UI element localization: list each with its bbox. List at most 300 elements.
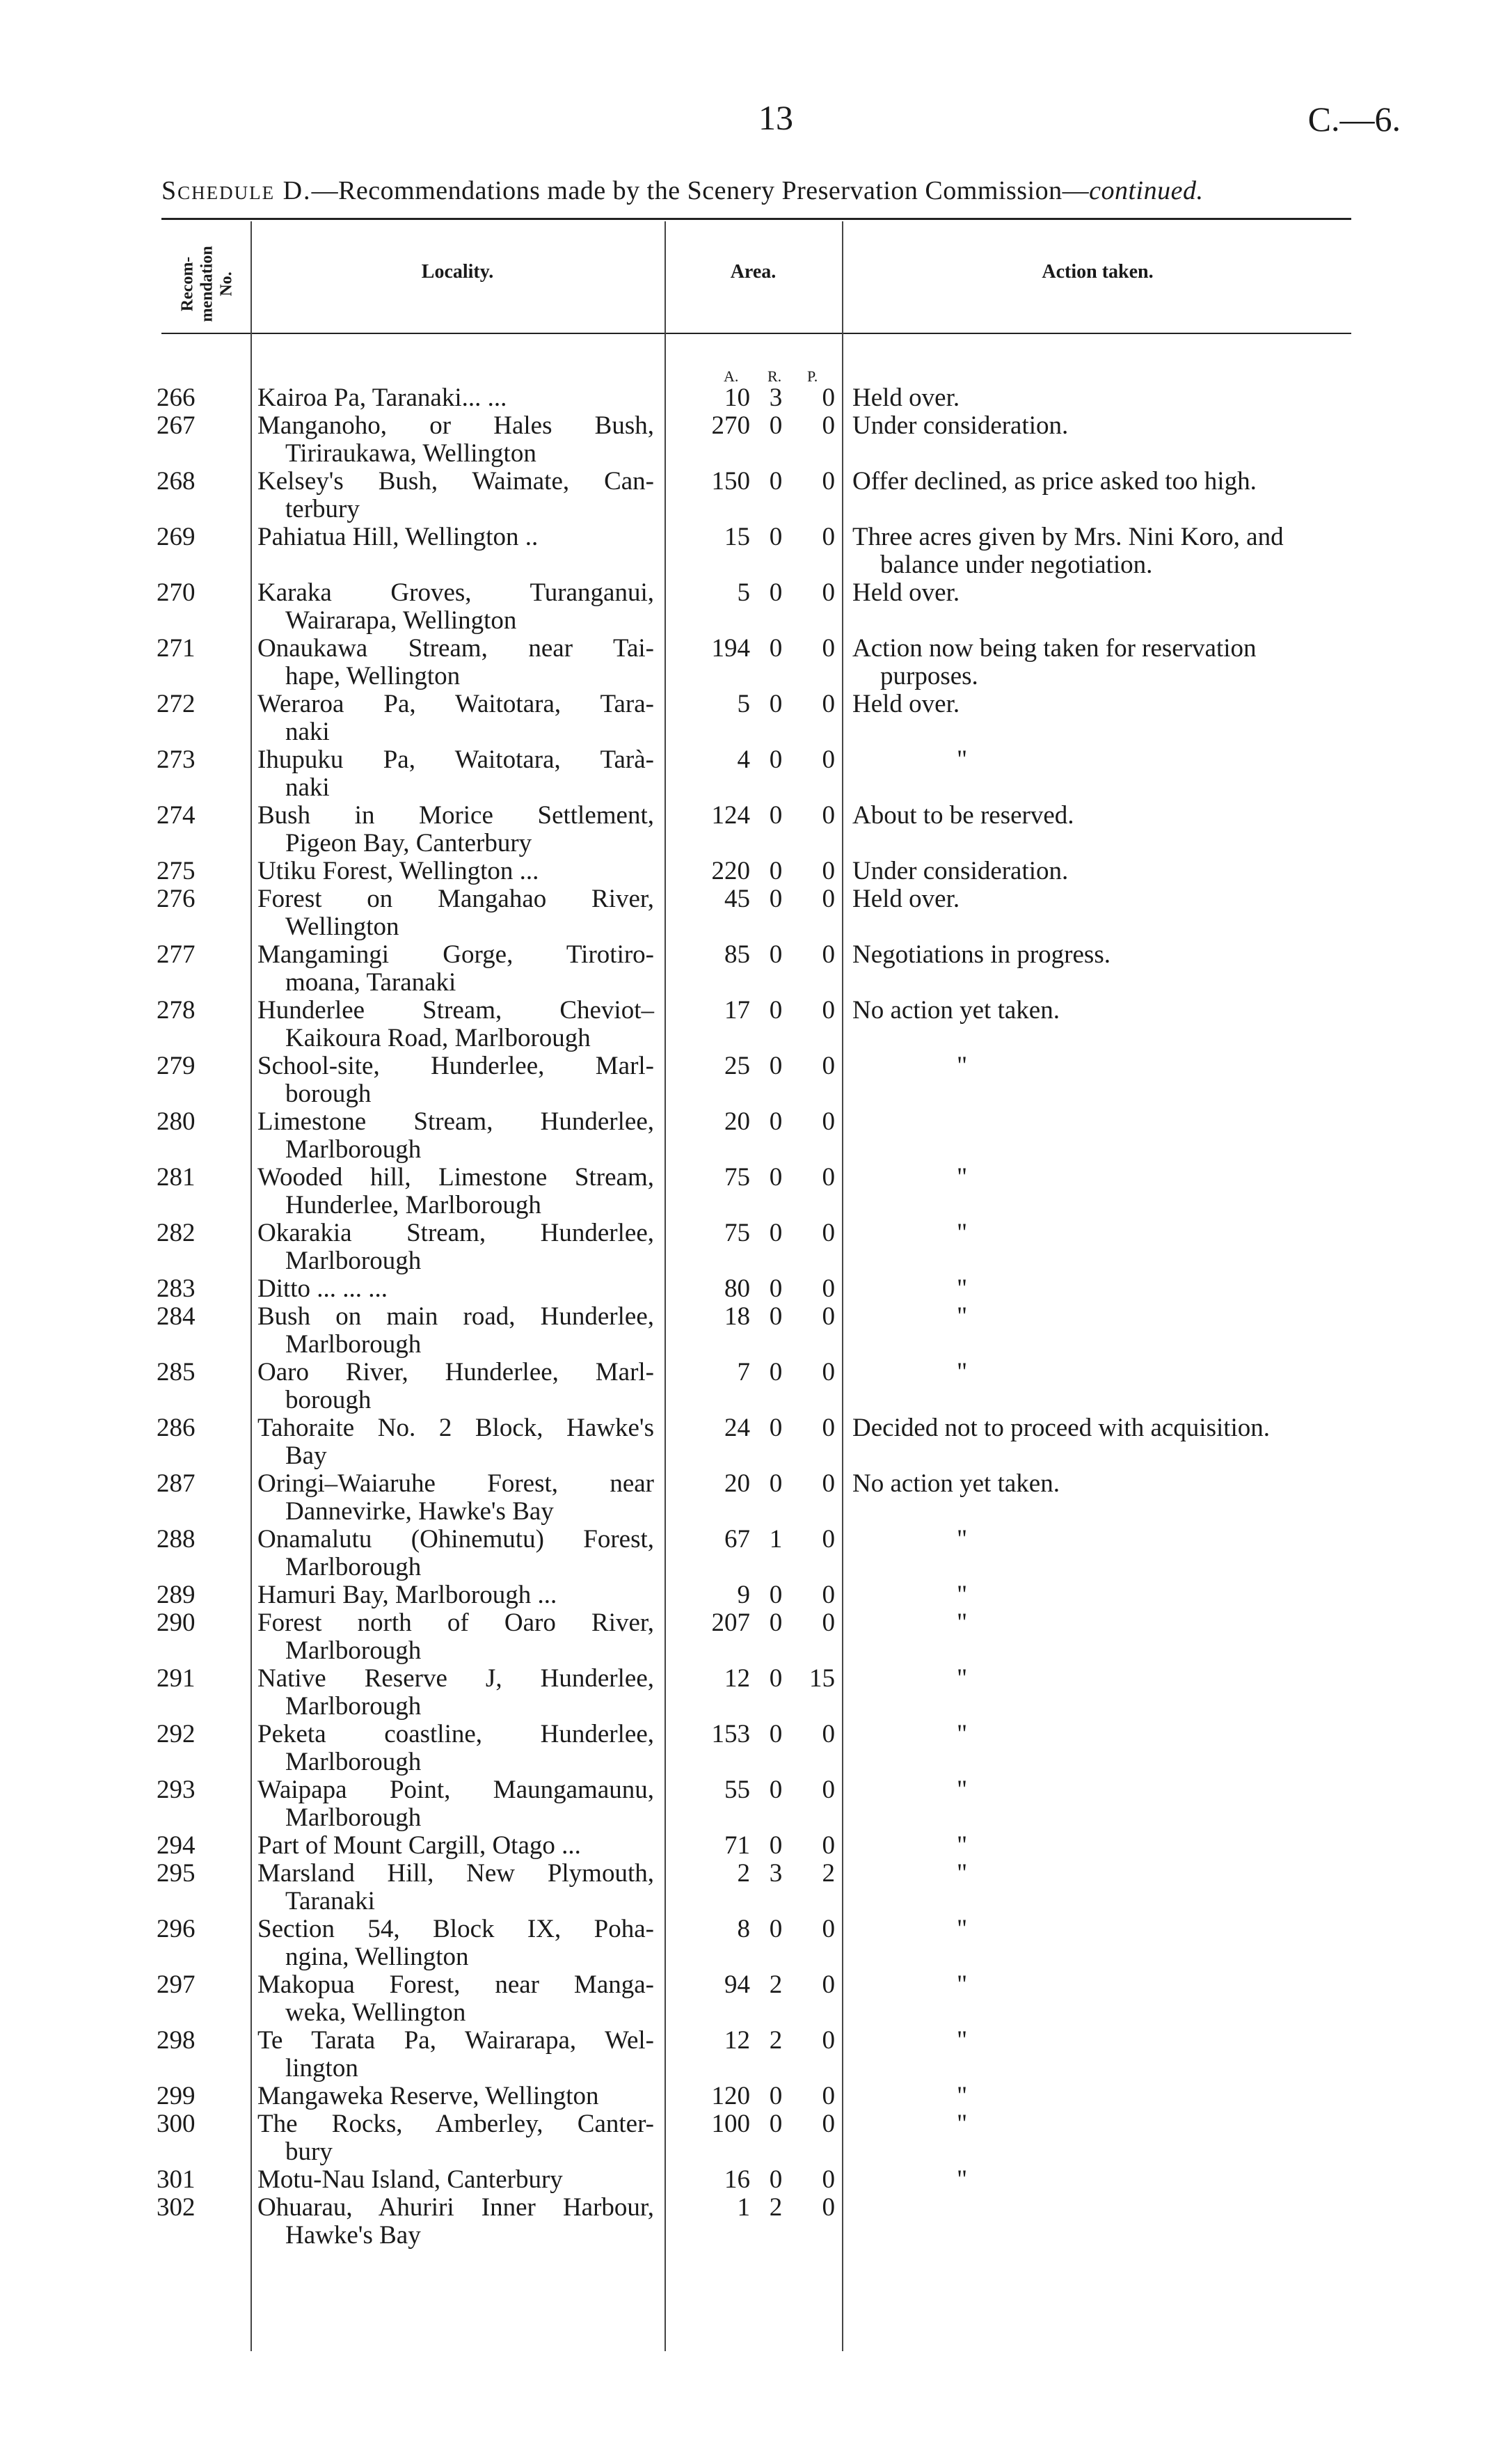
locality-cell: [257, 1721, 654, 1776]
area-acres: 16: [724, 2165, 750, 2194]
locality-line: Taranaki: [285, 1887, 375, 1915]
locality-line: Bush in Morice Settlement,: [257, 801, 654, 830]
area-perches: 0: [822, 2110, 835, 2138]
locality-line: Bay: [285, 1441, 327, 1470]
action-line: Under consideration.: [852, 411, 1069, 440]
action-line: Decided not to proceed with acquisition.: [852, 1414, 1271, 1442]
locality-line: Part of Mount Cargill, Otago ...: [257, 1831, 581, 1860]
locality-cell: [257, 1414, 654, 1470]
locality-cell: [257, 2082, 654, 2110]
locality-cell: [257, 941, 654, 997]
document-reference: C.—6.: [1307, 100, 1401, 139]
action-cell: [852, 858, 1388, 885]
locality-cell: [257, 746, 654, 802]
area-perches: 0: [822, 1581, 835, 1609]
area-roods: 0: [769, 578, 783, 607]
action-cell: [957, 1219, 1493, 1247]
area-roods: 2: [769, 2193, 783, 2222]
area-roods: 0: [769, 1915, 783, 1943]
action-line: Under consideration.: [852, 857, 1069, 885]
locality-cell: [257, 2194, 654, 2250]
locality-line: Ihupuku Pa, Waitotara, Tarà-: [257, 745, 654, 774]
ditto-mark: ": [957, 1664, 968, 1693]
locality-line: Tahoraite No. 2 Block, Hawke's: [257, 1414, 654, 1442]
locality-line: Hawke's Bay: [285, 2221, 421, 2250]
locality-line: moana, Taranaki: [285, 968, 456, 997]
locality-cell: [257, 1359, 654, 1414]
locality-cell: [257, 2110, 654, 2166]
recommendation-number: 269: [157, 523, 196, 551]
locality-line: weka, Wellington: [285, 1998, 466, 2027]
area-roods: 0: [769, 1664, 783, 1693]
locality-line: Okarakia Stream, Hunderlee,: [257, 1219, 654, 1247]
recommendation-number: 279: [157, 1052, 196, 1080]
column-header-area: Area.: [730, 261, 777, 283]
action-cell: [852, 1414, 1388, 1442]
action-line: Held over.: [852, 885, 960, 913]
area-perches: 0: [822, 940, 835, 969]
locality-line: Marlborough: [285, 1553, 422, 1581]
area-acres: 7: [737, 1358, 750, 1386]
area-acres: 220: [711, 857, 750, 885]
locality-line: Marlborough: [285, 1748, 422, 1776]
area-acres: 5: [737, 578, 750, 607]
area-perches: 0: [822, 1776, 835, 1804]
recommendation-number: 290: [157, 1609, 196, 1637]
locality-line: Wairarapa, Wellington: [285, 606, 517, 635]
recommendation-number: 268: [157, 467, 196, 496]
table-top-rule: [161, 218, 1351, 220]
recommendation-number: 281: [157, 1163, 196, 1192]
schedule-label: Schedule D.: [161, 176, 312, 205]
action-cell: [852, 523, 1388, 579]
locality-line: borough: [285, 1080, 372, 1108]
area-roods: 0: [769, 690, 783, 718]
locality-line: Utiku Forest, Wellington ...: [257, 857, 539, 885]
recommendation-number: 280: [157, 1107, 196, 1136]
ditto-mark: ": [957, 1915, 968, 1943]
locality-cell: [257, 802, 654, 858]
area-acres: 67: [724, 1525, 750, 1554]
table-header-rule: [161, 333, 1351, 334]
area-perches: 0: [822, 2026, 835, 2055]
area-roods: 0: [769, 1581, 783, 1609]
area-acres: 25: [724, 1052, 750, 1080]
recommendation-number: 273: [157, 745, 196, 774]
recommendation-number: 292: [157, 1720, 196, 1748]
locality-line: naki: [285, 773, 330, 802]
locality-cell: [257, 1860, 654, 1915]
area-acres: 9: [737, 1581, 750, 1609]
area-roods: 0: [769, 885, 783, 913]
recommendation-number: 277: [157, 940, 196, 969]
area-roods: 0: [769, 1163, 783, 1192]
area-acres: 71: [724, 1831, 750, 1860]
locality-line: The Rocks, Amberley, Canter-: [257, 2110, 654, 2138]
area-roods: 1: [769, 1525, 783, 1554]
area-roods: 0: [769, 940, 783, 969]
locality-line: Marlborough: [285, 1135, 422, 1164]
area-perches: 0: [822, 523, 835, 551]
locality-line: Forest on Mangahao River,: [257, 885, 654, 913]
area-roods: 0: [769, 1776, 783, 1804]
area-perches: 0: [822, 467, 835, 496]
action-line: No action yet taken.: [852, 1469, 1060, 1498]
recommendation-number: 291: [157, 1664, 196, 1693]
action-cell: [957, 1971, 1493, 1999]
recommendation-number: 275: [157, 857, 196, 885]
action-cell: [957, 1832, 1493, 1860]
area-roods: 0: [769, 1414, 783, 1442]
area-perches: 0: [822, 1052, 835, 1080]
area-acres: 18: [724, 1302, 750, 1331]
locality-cell: [257, 997, 654, 1052]
locality-cell: [257, 1776, 654, 1832]
ditto-mark: ": [957, 1219, 968, 1247]
locality-cell: [257, 523, 654, 551]
action-line: Held over.: [852, 578, 960, 607]
recommendation-number: 298: [157, 2026, 196, 2055]
area-perches: 0: [822, 1469, 835, 1498]
area-acres: 1: [737, 2193, 750, 2222]
area-perches: 0: [822, 1358, 835, 1386]
locality-line: hape, Wellington: [285, 662, 461, 690]
action-cell: [957, 1860, 1493, 1888]
area-acres: 10: [724, 384, 750, 412]
area-perches: 0: [822, 634, 835, 663]
locality-line: Tiriraukawa, Wellington: [285, 439, 536, 468]
action-line: Three acres given by Mrs. Nini Koro, and: [852, 523, 1284, 551]
action-cell: [957, 2027, 1493, 2055]
recommendation-number: 299: [157, 2082, 196, 2110]
locality-line: Marlborough: [285, 1692, 422, 1721]
locality-cell: [257, 1052, 654, 1108]
recommendation-number: 301: [157, 2165, 196, 2194]
area-acres: 12: [724, 1664, 750, 1693]
area-roods: 0: [769, 996, 783, 1025]
area-perches: 0: [822, 2082, 835, 2110]
column-divider-action: [842, 221, 843, 2351]
action-cell: [957, 1915, 1493, 1943]
column-divider-locality: [250, 221, 252, 2351]
area-perches: 0: [822, 1274, 835, 1303]
action-cell: [957, 2082, 1493, 2110]
locality-cell: [257, 1275, 654, 1303]
ditto-mark: ": [957, 2165, 968, 2194]
recommendation-number: 272: [157, 690, 196, 718]
area-perches: 0: [822, 1609, 835, 1637]
locality-line: Ditto ... ... ...: [257, 1274, 388, 1303]
ditto-mark: ": [957, 745, 968, 774]
area-acres: 45: [724, 885, 750, 913]
action-line: Held over.: [852, 690, 960, 718]
area-acres: 24: [724, 1414, 750, 1442]
locality-line: Oringi–Waiaruhe Forest, near: [257, 1469, 654, 1498]
area-perches: 0: [822, 801, 835, 830]
area-roods: 0: [769, 1831, 783, 1860]
area-acres: 2: [737, 1859, 750, 1888]
ditto-mark: ": [957, 1274, 968, 1303]
area-roods: 0: [769, 1469, 783, 1498]
action-cell: [852, 885, 1388, 913]
recommendation-number: 282: [157, 1219, 196, 1247]
action-cell: [852, 802, 1388, 830]
action-cell: [852, 468, 1388, 496]
locality-line: Motu-Nau Island, Canterbury: [257, 2165, 563, 2194]
action-line: Offer declined, as price asked too high.: [852, 467, 1257, 496]
action-cell: [957, 1052, 1493, 1080]
area-perches: 0: [822, 1831, 835, 1860]
locality-line: bury: [285, 2137, 333, 2166]
locality-line: Wellington: [285, 912, 399, 941]
locality-line: borough: [285, 1386, 372, 1414]
area-roods: 0: [769, 1720, 783, 1748]
unit-roods: R.: [767, 368, 782, 385]
page-number: 13: [758, 98, 793, 137]
locality-line: Marlborough: [285, 1636, 422, 1665]
locality-cell: [257, 1665, 654, 1721]
area-perches: 0: [822, 1970, 835, 1999]
locality-cell: [257, 384, 654, 412]
recommendation-number: 287: [157, 1469, 196, 1498]
area-acres: 120: [711, 2082, 750, 2110]
ditto-mark: ": [957, 1525, 968, 1554]
locality-line: Forest north of Oaro River,: [257, 1609, 654, 1637]
locality-line: Makopua Forest, near Manga-: [257, 1970, 654, 1999]
ditto-mark: ": [957, 1163, 968, 1192]
action-cell: [957, 2110, 1493, 2138]
area-roods: 3: [769, 1859, 783, 1888]
locality-line: Kairoa Pa, Taranaki... ...: [257, 384, 507, 412]
area-perches: 0: [822, 1163, 835, 1192]
area-acres: 80: [724, 1274, 750, 1303]
ditto-mark: ": [957, 1302, 968, 1331]
area-roods: 3: [769, 384, 783, 412]
locality-line: Ohuarau, Ahuriri Inner Harbour,: [257, 2193, 654, 2222]
locality-line: Kaikoura Road, Marlborough: [285, 1024, 591, 1052]
recommendation-number: 274: [157, 801, 196, 830]
area-roods: 0: [769, 1302, 783, 1331]
ditto-mark: ": [957, 1609, 968, 1637]
recommendation-number: 267: [157, 411, 196, 440]
action-cell: [852, 941, 1388, 969]
locality-line: Marlborough: [285, 1247, 422, 1275]
area-perches: 15: [809, 1664, 835, 1693]
area-perches: 0: [822, 690, 835, 718]
action-line: About to be reserved.: [852, 801, 1074, 830]
locality-line: Karaka Groves, Turanganui,: [257, 578, 654, 607]
area-acres: 20: [724, 1469, 750, 1498]
area-roods: 0: [769, 745, 783, 774]
area-acres: 153: [711, 1720, 750, 1748]
action-cell: [957, 746, 1493, 774]
area-acres: 4: [737, 745, 750, 774]
action-line: purposes.: [880, 662, 978, 690]
area-roods: 0: [769, 1358, 783, 1386]
recommendation-number: 278: [157, 996, 196, 1025]
locality-line: Limestone Stream, Hunderlee,: [257, 1107, 654, 1136]
action-cell: [957, 2166, 1493, 2194]
area-acres: 12: [724, 2026, 750, 2055]
locality-line: Oaro River, Hunderlee, Marl-: [257, 1358, 654, 1386]
ditto-mark: ": [957, 1859, 968, 1888]
area-roods: 0: [769, 1274, 783, 1303]
locality-cell: [257, 1971, 654, 2027]
area-perches: 0: [822, 745, 835, 774]
recommendation-number: 270: [157, 578, 196, 607]
action-cell: [957, 1776, 1493, 1804]
action-cell: [852, 690, 1388, 718]
area-perches: 0: [822, 857, 835, 885]
area-roods: 0: [769, 2082, 783, 2110]
area-acres: 75: [724, 1163, 750, 1192]
action-cell: [957, 1164, 1493, 1192]
locality-line: Dannevirke, Hawke's Bay: [285, 1497, 554, 1526]
area-acres: 124: [711, 801, 750, 830]
area-roods: 2: [769, 2026, 783, 2055]
locality-line: Hunderlee Stream, Cheviot–: [257, 996, 654, 1025]
locality-line: Kelsey's Bush, Waimate, Can-: [257, 467, 654, 496]
locality-line: School-site, Hunderlee, Marl-: [257, 1052, 654, 1080]
area-roods: 0: [769, 1107, 783, 1136]
area-roods: 0: [769, 1052, 783, 1080]
area-acres: 150: [711, 467, 750, 496]
schedule-title-continued: continued.: [1089, 176, 1204, 205]
area-roods: 0: [769, 1219, 783, 1247]
locality-cell: [257, 1303, 654, 1359]
area-roods: 0: [769, 467, 783, 496]
column-header-locality: Locality.: [421, 261, 494, 283]
ditto-mark: ": [957, 1970, 968, 1999]
area-acres: 207: [711, 1609, 750, 1637]
action-cell: [957, 1526, 1493, 1554]
locality-cell: [257, 1609, 654, 1665]
action-line: No action yet taken.: [852, 996, 1060, 1025]
area-perches: 0: [822, 1107, 835, 1136]
area-perches: 0: [822, 1915, 835, 1943]
locality-line: Pahiatua Hill, Wellington ..: [257, 523, 539, 551]
recommendation-number: 288: [157, 1525, 196, 1554]
action-line: Action now being taken for reservation: [852, 634, 1257, 663]
locality-line: Onaukawa Stream, near Tai-: [257, 634, 654, 663]
area-acres: 15: [724, 523, 750, 551]
recommendation-number: 286: [157, 1414, 196, 1442]
area-perches: 0: [822, 2165, 835, 2194]
area-acres: 100: [711, 2110, 750, 2138]
action-cell: [852, 1470, 1388, 1498]
recommendation-number: 293: [157, 1776, 196, 1804]
ditto-mark: ": [957, 1831, 968, 1860]
locality-line: naki: [285, 718, 330, 746]
locality-line: Weraroa Pa, Waitotara, Tara-: [257, 690, 654, 718]
locality-line: Mangaweka Reserve, Wellington: [257, 2082, 599, 2110]
ditto-mark: ": [957, 2110, 968, 2138]
area-perches: 0: [822, 578, 835, 607]
action-cell: [852, 579, 1388, 607]
action-cell: [957, 1581, 1493, 1609]
area-acres: 55: [724, 1776, 750, 1804]
recommendation-number: 295: [157, 1859, 196, 1888]
action-cell: [957, 1359, 1493, 1386]
area-roods: 0: [769, 801, 783, 830]
column-header-number-text: Recom- mendation No.: [178, 245, 236, 322]
area-perches: 0: [822, 411, 835, 440]
area-roods: 0: [769, 857, 783, 885]
action-cell: [957, 1275, 1493, 1303]
recommendation-number: 285: [157, 1358, 196, 1386]
area-acres: 75: [724, 1219, 750, 1247]
locality-cell: [257, 1915, 654, 1971]
ditto-mark: ": [957, 1052, 968, 1080]
action-line: Negotiations in progress.: [852, 940, 1111, 969]
ditto-mark: ": [957, 1581, 968, 1609]
locality-line: Te Tarata Pa, Wairarapa, Wel-: [257, 2026, 654, 2055]
area-roods: 0: [769, 1609, 783, 1637]
locality-cell: [257, 690, 654, 746]
area-perches: 0: [822, 1525, 835, 1554]
locality-cell: [257, 412, 654, 468]
locality-line: lington: [285, 2054, 358, 2082]
locality-cell: [257, 2027, 654, 2082]
locality-line: Pigeon Bay, Canterbury: [285, 829, 532, 858]
locality-line: Manganoho, or Hales Bush,: [257, 411, 654, 440]
unit-acres: A.: [724, 368, 739, 385]
column-header-action: Action taken.: [1042, 261, 1154, 283]
recommendation-number: 266: [157, 384, 196, 412]
area-perches: 2: [822, 1859, 835, 1888]
action-line: Held over.: [852, 384, 960, 412]
area-perches: 0: [822, 996, 835, 1025]
locality-line: Marlborough: [285, 1803, 422, 1832]
locality-cell: [257, 1108, 654, 1164]
ditto-mark: ": [957, 1358, 968, 1386]
action-cell: [957, 1721, 1493, 1748]
ditto-mark: ": [957, 2026, 968, 2055]
locality-line: ngina, Wellington: [285, 1943, 469, 1971]
area-roods: 0: [769, 411, 783, 440]
locality-cell: [257, 468, 654, 523]
locality-line: Marlborough: [285, 1330, 422, 1359]
locality-cell: [257, 579, 654, 635]
column-header-number: [166, 240, 249, 327]
locality-line: Mangamingi Gorge, Tirotiro-: [257, 940, 654, 969]
area-perches: 0: [822, 2193, 835, 2222]
area-acres: 8: [737, 1915, 750, 1943]
area-perches: 0: [822, 1302, 835, 1331]
recommendation-number: 294: [157, 1831, 196, 1860]
recommendation-number: 284: [157, 1302, 196, 1331]
action-cell: [957, 1665, 1493, 1693]
locality-cell: [257, 1164, 654, 1219]
locality-line: Peketa coastline, Hunderlee,: [257, 1720, 654, 1748]
action-cell: [852, 635, 1388, 690]
area-acres: 270: [711, 411, 750, 440]
action-cell: [852, 384, 1388, 412]
locality-cell: [257, 2166, 654, 2194]
area-perches: 0: [822, 384, 835, 412]
locality-line: Marsland Hill, New Plymouth,: [257, 1859, 654, 1888]
recommendation-number: 300: [157, 2110, 196, 2138]
locality-line: Hamuri Bay, Marlborough ...: [257, 1581, 557, 1609]
locality-cell: [257, 635, 654, 690]
locality-line: Bush on main road, Hunderlee,: [257, 1302, 654, 1331]
locality-cell: [257, 1832, 654, 1860]
area-roods: 2: [769, 1970, 783, 1999]
recommendation-number: 296: [157, 1915, 196, 1943]
action-cell: [852, 997, 1388, 1025]
action-line: balance under negotiation.: [880, 551, 1153, 579]
recommendation-number: 276: [157, 885, 196, 913]
